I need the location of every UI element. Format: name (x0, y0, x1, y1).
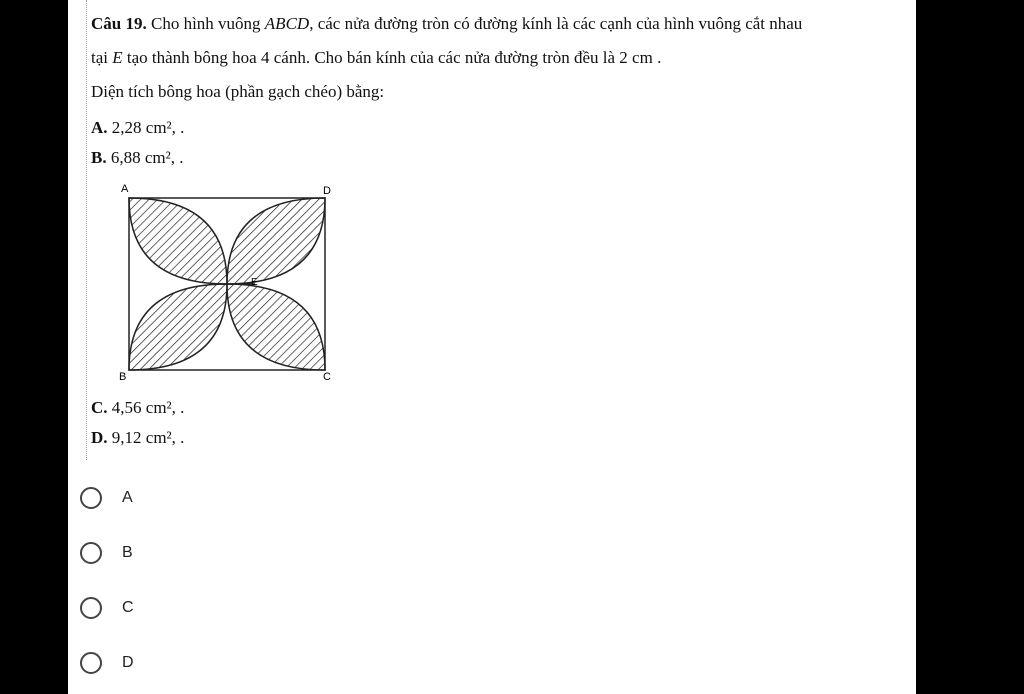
question-text: tại (91, 48, 113, 67)
answer-key: A. (91, 118, 108, 137)
label-a: A (121, 183, 129, 195)
answer-key: B. (91, 148, 107, 167)
option-label: C (122, 599, 134, 616)
option-label: D (122, 654, 134, 671)
label-b: B (119, 371, 127, 383)
petal-top-left (129, 198, 227, 284)
square-name: ABCD (264, 14, 310, 33)
option-c[interactable] (80, 594, 134, 622)
question-line-1 (91, 14, 802, 34)
answer-key: D. (91, 428, 108, 447)
answer-d (91, 428, 184, 448)
quiz-panel (68, 0, 916, 694)
answer-key: C. (91, 398, 108, 417)
answer-a (91, 118, 184, 138)
label-c: C (323, 371, 331, 383)
answer-value: 2,28 cm², . (107, 118, 185, 137)
label-e: E (251, 277, 258, 288)
answer-value: 4,56 cm², . (107, 398, 185, 417)
flower-figure (117, 180, 337, 390)
radio-icon[interactable] (80, 487, 102, 509)
option-d[interactable] (80, 649, 134, 677)
question-block (86, 0, 911, 460)
question-text: , các nửa đường tròn có đường kính là các cạnh của hình vuông cắt nhau (309, 14, 803, 33)
answer-value: 9,12 cm², . (107, 428, 185, 447)
option-b[interactable] (80, 539, 133, 567)
question-line-2 (91, 48, 661, 68)
question-text: tạo thành bông hoa 4 cánh. Cho bán kính của các nửa đường tròn đều là 2 cm . (122, 48, 662, 67)
radio-icon[interactable] (80, 597, 102, 619)
answer-c (91, 398, 184, 418)
petal-bottom-right (227, 284, 325, 370)
option-a[interactable] (80, 484, 133, 512)
petal-top-right (227, 198, 325, 284)
question-heading: Câu 19. (91, 14, 147, 33)
option-label: A (122, 489, 133, 506)
point-name: E (112, 48, 123, 67)
petal-bottom-left (129, 284, 227, 370)
radio-icon[interactable] (80, 542, 102, 564)
question-line-3: Diện tích bông hoa (phần gạch chéo) bằng: (91, 82, 385, 101)
option-label: B (122, 544, 133, 561)
answer-b (91, 148, 183, 168)
radio-icon[interactable] (80, 652, 102, 674)
label-d: D (323, 185, 331, 197)
question-text: Cho hình vuông (146, 14, 265, 33)
answer-value: 6,88 cm², . (106, 148, 184, 167)
